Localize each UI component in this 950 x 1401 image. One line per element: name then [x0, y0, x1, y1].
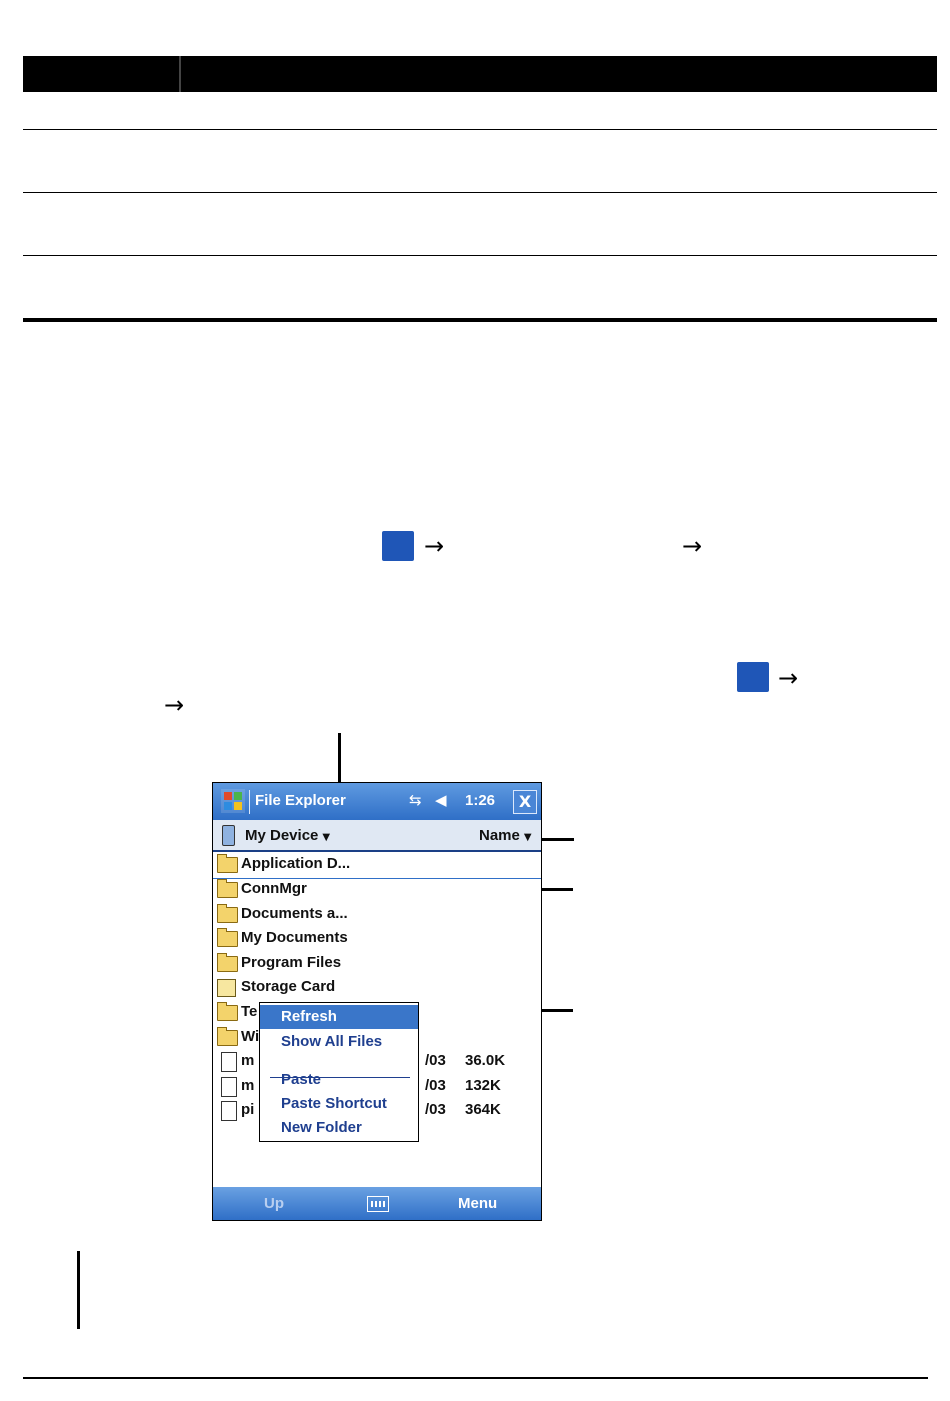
item-size: 364K [465, 1101, 501, 1118]
sort-label: Name [479, 827, 520, 844]
item-name: Wi [241, 1028, 260, 1045]
volume-icon[interactable]: ◀ [435, 791, 447, 809]
folder-icon [217, 931, 238, 947]
windows-start-icon [382, 531, 414, 561]
device-icon [222, 825, 235, 846]
app-title: File Explorer [255, 792, 346, 809]
folder-icon [217, 1030, 238, 1046]
file-icon [221, 1077, 237, 1097]
item-name: Application D... [241, 855, 351, 872]
item-name: pi [241, 1101, 255, 1118]
item-date: /03 [425, 1077, 446, 1094]
list-item[interactable] [213, 926, 541, 950]
note-bar [77, 1251, 80, 1329]
item-name: ConnMgr [241, 880, 307, 897]
folder-icon [217, 857, 238, 873]
arrow-right-icon: → [778, 664, 799, 692]
windows-start-icon [737, 662, 769, 692]
arrow-right-icon: → [682, 532, 703, 560]
bottom-menu-bar [213, 1187, 541, 1220]
item-date: /03 [425, 1052, 446, 1069]
file-icon [221, 1052, 237, 1072]
item-name: m [241, 1077, 255, 1094]
title-divider [249, 790, 250, 814]
item-date: /03 [425, 1101, 446, 1118]
chevron-down-icon: ▼ [523, 832, 532, 843]
location-label: My Device [245, 827, 319, 844]
context-menu [259, 1002, 419, 1142]
menu-item-show-all-files[interactable] [260, 1030, 418, 1054]
table-row-rule [23, 192, 937, 193]
menu-item-new-folder[interactable] [260, 1116, 418, 1140]
table-row-rule [23, 255, 937, 256]
list-item[interactable] [213, 877, 541, 901]
explorer-toolbar [213, 820, 541, 852]
close-button[interactable]: X [513, 790, 537, 814]
folder-icon [217, 907, 238, 923]
list-item[interactable] [213, 902, 541, 926]
start-menu-icon[interactable] [221, 789, 245, 813]
chevron-down-icon: ▼ [322, 832, 331, 843]
table-header-bar [23, 56, 937, 92]
menu-item-label: Paste Shortcut [281, 1095, 387, 1112]
location-dropdown[interactable] [245, 827, 330, 844]
menu-item-refresh[interactable] [260, 1005, 418, 1029]
file-icon [221, 1101, 237, 1121]
table-header-divider [179, 56, 181, 92]
list-item[interactable] [213, 975, 541, 999]
table-bottom-rule [23, 318, 937, 322]
sort-dropdown[interactable] [479, 827, 532, 844]
storage-card-icon [217, 979, 236, 997]
item-size: 132K [465, 1077, 501, 1094]
item-name: Program Files [241, 954, 342, 971]
item-name: m [241, 1052, 255, 1069]
item-name: Documents a... [241, 905, 348, 922]
menu-item-label: Show All Files [281, 1033, 383, 1050]
item-name: Storage Card [241, 978, 336, 995]
up-button[interactable]: Up [264, 1195, 284, 1212]
folder-icon [217, 956, 238, 972]
footer-rule [23, 1377, 928, 1379]
arrow-right-icon: → [424, 532, 445, 560]
list-item[interactable] [213, 852, 541, 876]
table-row-rule [23, 129, 937, 130]
arrow-right-icon: → [164, 691, 185, 719]
keyboard-icon[interactable] [367, 1196, 389, 1212]
title-bar [213, 783, 541, 820]
menu-item-paste[interactable] [260, 1068, 418, 1092]
menu-item-label: Refresh [281, 1008, 337, 1025]
folder-icon [217, 882, 238, 898]
menu-button[interactable]: Menu [458, 1195, 498, 1212]
file-explorer-screen [212, 782, 542, 1221]
callout-line-sort [540, 838, 574, 841]
folder-icon [217, 1005, 238, 1021]
connectivity-icon[interactable]: ⇆ [409, 791, 422, 809]
list-item[interactable] [213, 951, 541, 975]
clock[interactable]: 1:26 [465, 792, 496, 809]
item-name: Te [241, 1003, 258, 1020]
item-name: My Documents [241, 929, 348, 946]
item-size: 36.0K [465, 1052, 506, 1069]
menu-item-label: New Folder [281, 1119, 362, 1136]
menu-item-label: Paste [281, 1071, 322, 1088]
menu-item-paste-shortcut[interactable] [260, 1092, 418, 1116]
